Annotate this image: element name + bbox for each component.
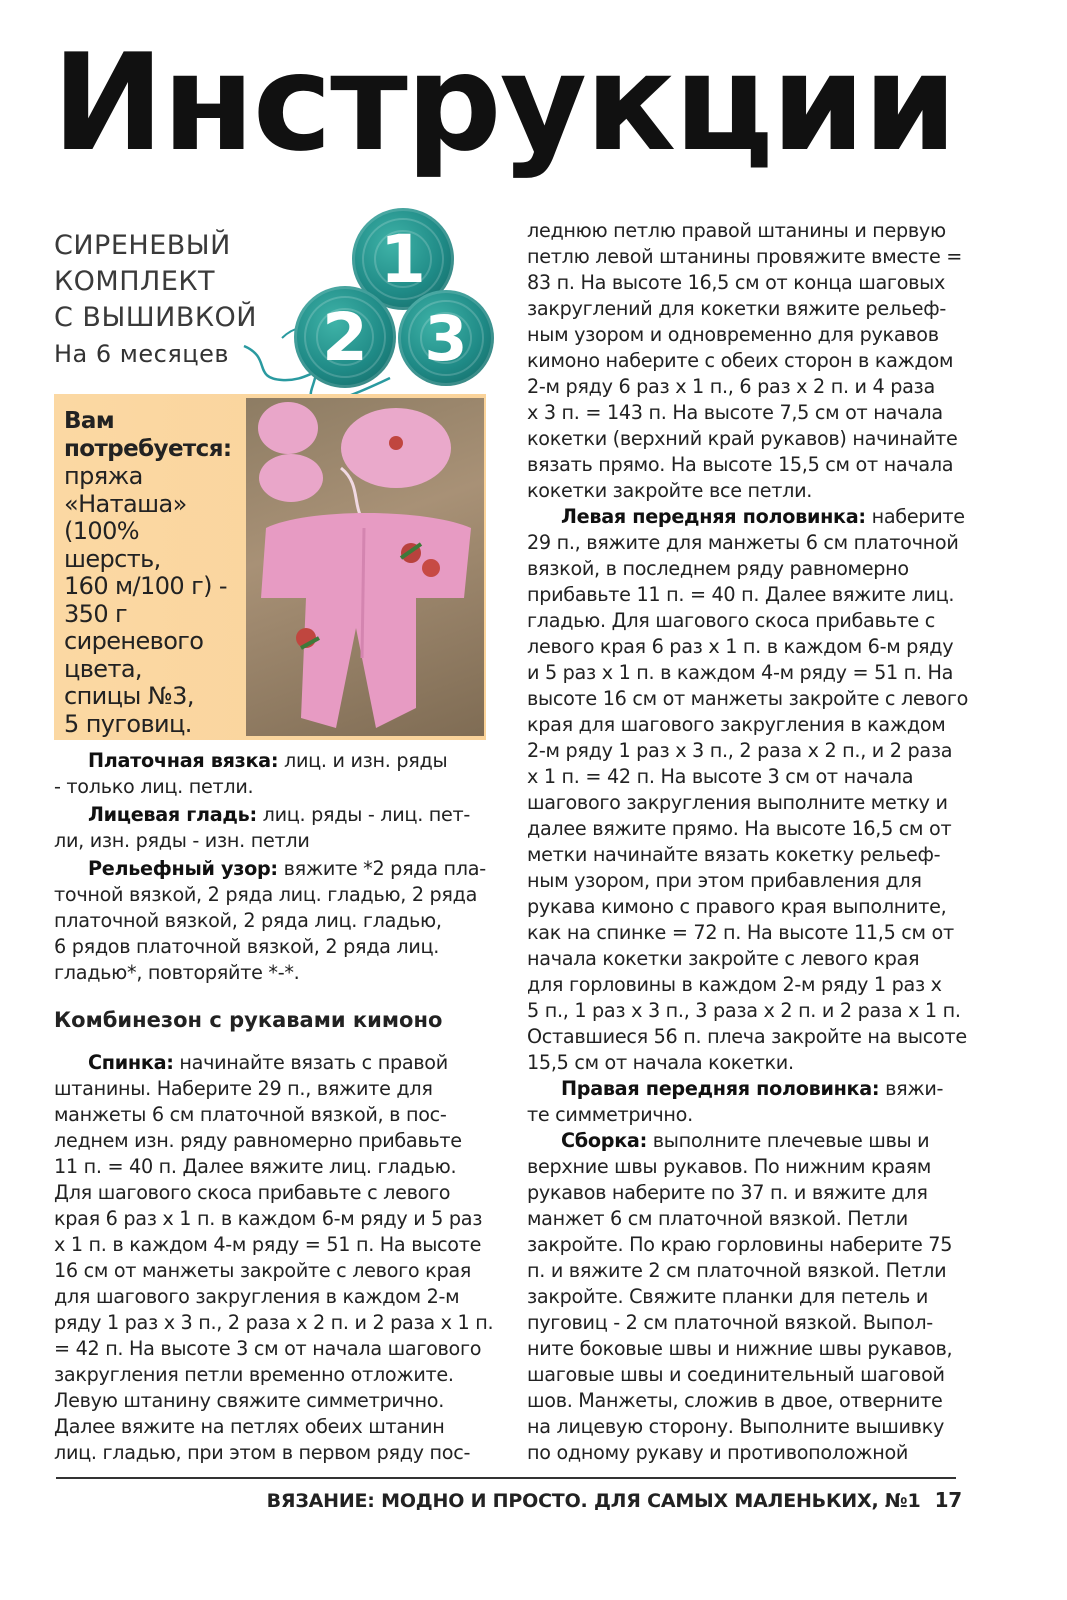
stitch-label: Платочная вязка: — [88, 749, 279, 772]
materials-line: (100% — [64, 517, 139, 545]
text-line: лиц. ряды - лиц. пет- — [256, 803, 471, 826]
text-line: ным узором, при этом прибавления для — [527, 869, 922, 892]
text-line: высоте 16 см от манжеты закройте с левого — [527, 687, 969, 710]
back-instructions — [54, 1050, 494, 1466]
text-line: как на спинке = 72 п. На высоте 11,5 см от — [527, 921, 954, 944]
section-title: Комбинезон с рукавами кимоно — [54, 1008, 443, 1032]
text-line: вязать прямо. На высоте 15,5 см от начала — [527, 453, 954, 476]
text-line: ли, изн. ряды - изн. петли — [54, 829, 310, 852]
project-age: На 6 месяцев — [54, 340, 230, 368]
knitted-set-illustration — [246, 398, 484, 736]
text-line: вяжите *2 ряда пла- — [277, 857, 486, 880]
text-line: вяжи- — [879, 1077, 944, 1100]
text-line: - только лиц. петли. — [54, 775, 254, 798]
text-line: х 3 п. = 143 п. На высоте 7,5 см от начала — [527, 401, 943, 424]
text-line: начинайте вязать с правой — [173, 1051, 448, 1074]
text-line: и 5 раз х 1 п. в каждом 4-м ряду = 51 п. На — [527, 661, 954, 684]
text-line: штанины. Наберите 29 п., вяжите для — [54, 1077, 433, 1100]
text-line: гладью. Для шагового скоса прибавьте с — [527, 609, 935, 632]
left-front-instructions — [527, 504, 969, 1076]
text-line: 2-м ряду 1 раз х 3 п., 2 раза х 2 п., и 2 раза — [527, 739, 953, 762]
text-line: Левую штанину свяжите симметрично. — [54, 1389, 445, 1412]
difficulty-ball-3-icon: 3 — [398, 290, 494, 386]
text-line: прибавьте 11 п. = 40 п. Далее вяжите лиц. — [527, 583, 955, 606]
text-line: Для шагового скоса прибавьте с левого — [54, 1181, 451, 1204]
right-front-instructions — [527, 1076, 959, 1128]
product-photo — [246, 398, 484, 736]
difficulty-ball-2-icon: 2 — [294, 286, 396, 388]
text-line: шаговые швы и соединительный шаговой — [527, 1363, 945, 1386]
text-line: ните боковые швы и нижние швы рукавов, — [527, 1337, 953, 1360]
materials-line: спицы №3, — [64, 682, 194, 710]
text-line: 16 см от манжеты закройте с левого края — [54, 1259, 472, 1282]
text-line: точной вязкой, 2 ряда лиц. гладью, 2 ряда — [54, 883, 478, 906]
project-title-line: С ВЫШИВКОЙ — [54, 302, 257, 333]
part-label: Спинка: — [88, 1051, 174, 1074]
text-line: лиц. и изн. ряды — [278, 749, 448, 772]
text-line: гладью*, повторяйте *-*. — [54, 961, 300, 984]
materials-line: 5 пуговиц. — [64, 709, 192, 738]
text-line: петлю левой штанины провяжите вместе = — [527, 245, 963, 268]
stitch-stockinette — [54, 802, 486, 854]
page-number: 17 — [934, 1488, 962, 1512]
text-line: шагового закругления выполните метку и — [527, 791, 948, 814]
text-line: для горловины в каждом 2-м ряду 1 раз х — [527, 973, 942, 996]
text-line: 11 п. = 40 п. Далее вяжите лиц. гладью. — [54, 1155, 457, 1178]
materials-heading: Вам — [64, 408, 115, 434]
materials-box — [54, 394, 486, 740]
text-line: вязкой, в последнем ряду равномерно — [527, 557, 909, 580]
text-line: = 42 п. На высоте 3 см от начала шагового — [54, 1337, 482, 1360]
materials-line: шерсть, — [64, 544, 161, 573]
text-line: п. и вяжите 2 см платочной вязкой. Петли — [527, 1259, 947, 1282]
stitch-label: Лицевая гладь: — [88, 803, 257, 826]
right-column — [527, 218, 969, 1466]
text-line: далее вяжите прямо. На высоте 16,5 см от — [527, 817, 952, 840]
page-footer — [232, 1488, 962, 1512]
text-line: платочной вязкой, 2 ряда лиц. гладью, — [54, 909, 442, 932]
text-line: х 1 п. в каждом 4-м ряду = 51 п. На высоте — [54, 1233, 482, 1256]
text-line: рукава кимоно с правого края выполните, — [527, 895, 947, 918]
part-label: Правая передняя половинка: — [561, 1077, 880, 1100]
materials-list — [64, 408, 244, 738]
stitch-label: Рельефный узор: — [88, 857, 278, 880]
part-label: Сборка: — [561, 1129, 647, 1152]
materials-line: 350 г — [64, 599, 128, 628]
text-line: те симметрично. — [527, 1103, 693, 1126]
project-title-line: СИРЕНЕВЫЙ — [54, 230, 231, 261]
text-line: по одному рукаву и противоположной — [527, 1441, 909, 1464]
left-column — [54, 220, 494, 1466]
materials-line: «Наташа» — [64, 489, 187, 518]
text-line: рукавов наберите по 37 п. и вяжите для — [527, 1181, 928, 1204]
text-line: края для шагового закругления в каждом — [527, 713, 946, 736]
materials-line: цвета, — [64, 654, 142, 683]
text-line: выполните плечевые швы и — [646, 1129, 930, 1152]
text-line: пуговиц - 2 см платочной вязкой. Выпол- — [527, 1311, 933, 1334]
text-line: лиц. гладью, при этом в первом ряду пос- — [54, 1441, 471, 1464]
magazine-title: ВЯЗАНИЕ: МОДНО И ПРОСТО. ДЛЯ САМЫХ МАЛЕНЬКИХ, №1 — [266, 1490, 921, 1512]
text-line: 2-м ряду 6 раз х 1 п., 6 раз х 2 п. и 4 раза — [527, 375, 935, 398]
project-title-line: КОМПЛЕКТ — [54, 266, 216, 297]
materials-line: пряжа — [64, 462, 143, 490]
text-line: леднюю петлю правой штанины и первую — [527, 219, 946, 242]
difficulty-ball-1-icon: 1 — [352, 208, 454, 310]
text-line: манжеты 6 см платочной вязкой, в пос- — [54, 1103, 447, 1126]
page-title: Инструкции — [52, 25, 956, 181]
text-line: 15,5 см от начала кокетки. — [527, 1051, 794, 1074]
text-line: Далее вяжите на петлях обеих штанин — [54, 1415, 445, 1438]
materials-line: сиреневого — [64, 627, 204, 655]
text-line: края 6 раз х 1 п. в каждом 6-м ряду и 5 раз — [54, 1207, 483, 1230]
text-line: левого края 6 раз х 1 п. в каждом 6-м ряду — [527, 635, 954, 658]
text-line: ным узором и одновременно для рукавов — [527, 323, 939, 346]
stitch-garter — [54, 748, 486, 800]
text-line: для шагового закругления в каждом 2-м — [54, 1285, 460, 1308]
text-line: метки начинайте вязать кокетку рельеф- — [527, 843, 941, 866]
text-line: х 1 п. = 42 п. На высоте 3 см от начала — [527, 765, 914, 788]
text-line: кокетки (верхний край рукавов) начинайте — [527, 427, 958, 450]
text-line: на лицевую сторону. Выполните вышивку — [527, 1415, 944, 1438]
project-title — [54, 228, 257, 372]
materials-heading: потребуется: — [64, 435, 232, 462]
text-line: манжет 6 см платочной вязкой. Петли — [527, 1207, 908, 1230]
text-line: 29 п., вяжите для манжеты 6 см платочной — [527, 531, 959, 554]
back-instructions-continued — [527, 218, 963, 504]
text-line: Оставшиеся 56 п. плеча закройте на высоте — [527, 1025, 967, 1048]
text-line: закруглений для кокетки вяжите рельеф- — [527, 297, 947, 320]
text-line: 5 п., 1 раз х 3 п., 3 раза х 2 п. и 2 раза х 1 п. — [527, 999, 961, 1022]
text-line: кимоно наберите с обеих сторон в каждом — [527, 349, 954, 372]
text-line: закройте. Свяжите планки для петель и — [527, 1285, 929, 1308]
text-line: закругления петли временно отложите. — [54, 1363, 454, 1386]
text-line: кокетки закройте все петли. — [527, 479, 813, 502]
assembly-instructions — [527, 1128, 959, 1466]
text-line: ряду 1 раз х 3 п., 2 раза х 2 п. и 2 раза х 1 п. — [54, 1311, 494, 1334]
project-header — [54, 222, 486, 394]
footer-divider — [56, 1477, 956, 1479]
text-line: верхние швы рукавов. По нижним краям — [527, 1155, 932, 1178]
text-line: 83 п. На высоте 16,5 см от конца шаговых — [527, 271, 946, 294]
text-line: леднем изн. ряду равномерно прибавьте — [54, 1129, 462, 1152]
text-line: закройте. По краю горловины наберите 75 — [527, 1233, 953, 1256]
materials-line: 160 м/100 г) - — [64, 572, 227, 600]
stitch-relief — [54, 856, 486, 986]
text-line: шов. Манжеты, сложив в двое, отверните — [527, 1389, 943, 1412]
text-line: начала кокетки закройте с левого края — [527, 947, 920, 970]
text-line: 6 рядов платочной вязкой, 2 ряда лиц. — [54, 935, 440, 958]
part-label: Левая передняя половинка: — [561, 505, 866, 528]
text-line: наберите — [865, 505, 965, 528]
